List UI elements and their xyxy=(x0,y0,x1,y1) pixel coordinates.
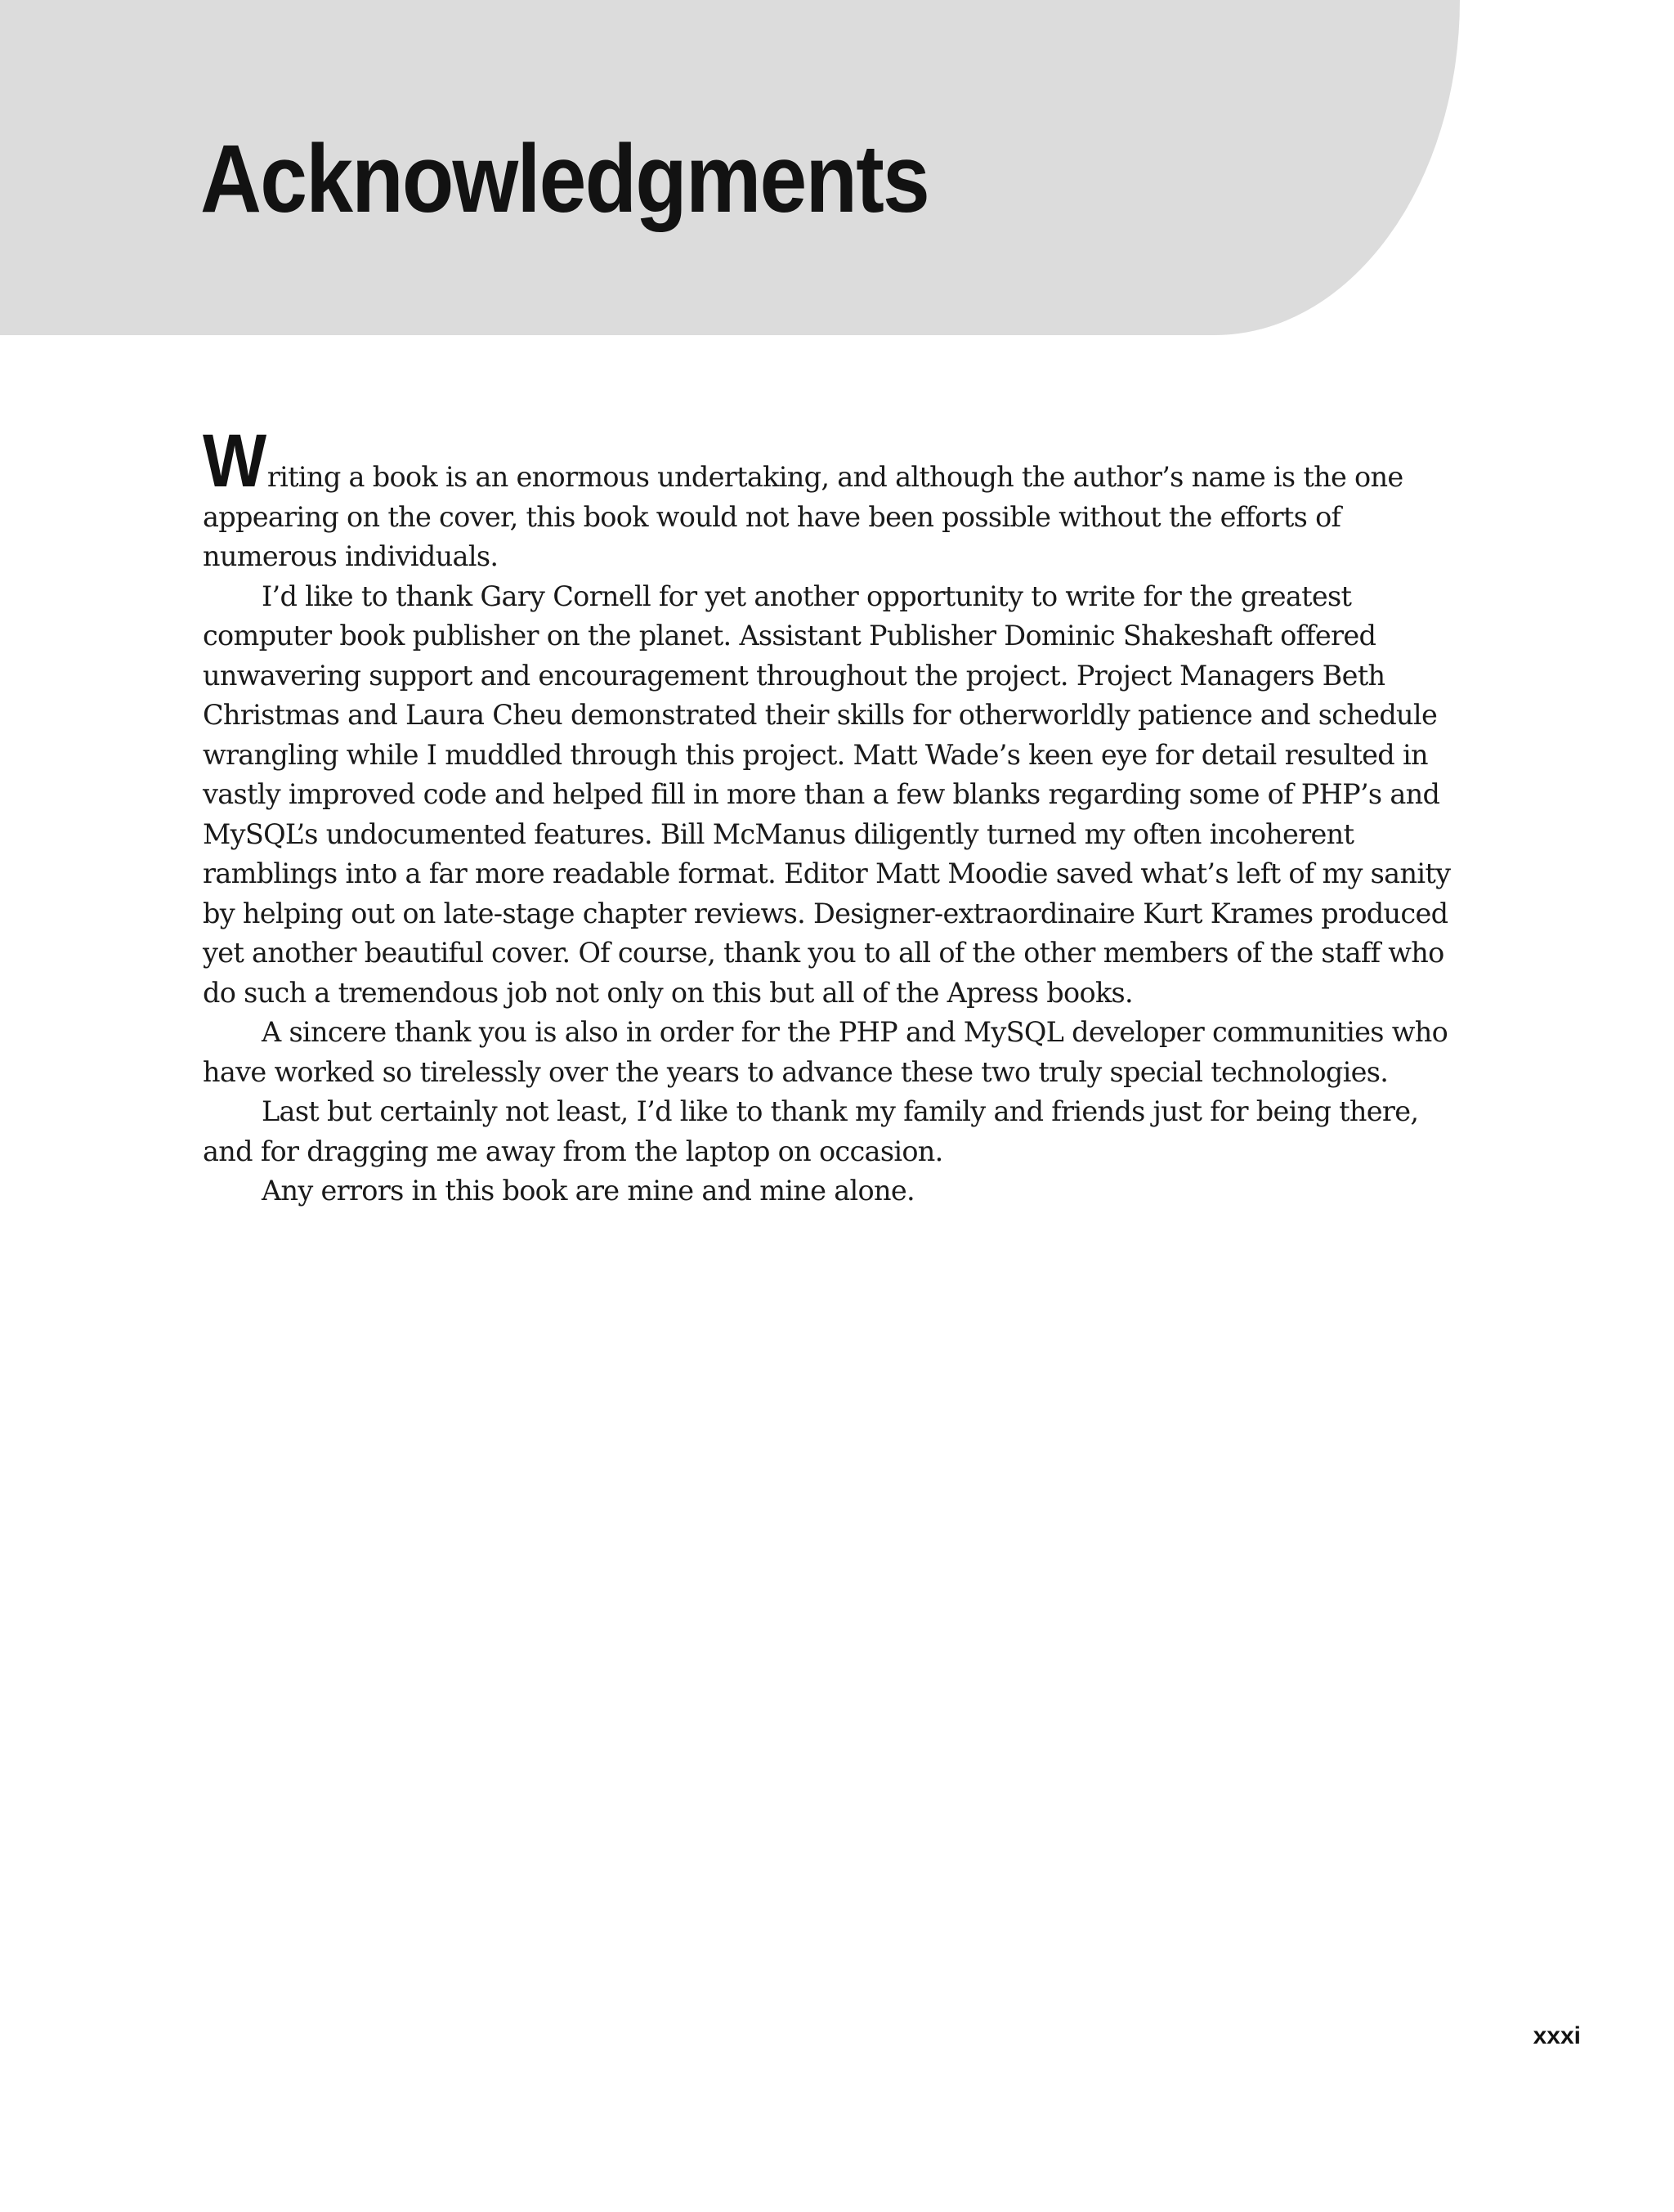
page-number: xxxi xyxy=(1533,2022,1581,2049)
paragraph-1-text: riting a book is an enormous undertaking, and although the author’s name is the one appearing on the cover, this book would not have been possible without the efforts of numerous individuals. xyxy=(203,461,1403,572)
paragraph-2: I’d like to thank Gary Cornell for yet another opportunity to write for the greatest computer book publisher on the planet. Assistant Publisher Dominic Shakeshaft offered unwavering support and encouragement throughout the project. Project Managers Beth Christmas and Laura Cheu demonstrated their skills for otherworldly patience and schedule wrangling while I muddled through this project. Matt Wade’s keen eye for detail resulted in vastly improved code and helped fill in more than a few blanks regarding some of PHP’s and MySQL’s undocumented features. Bill McManus diligently turned my often incoherent ramblings into a far more readable format. Editor Matt Moodie saved what’s left of my sanity by helping out on late-stage chapter reviews. Designer-extraordinaire Kurt Krames produced yet another beautiful cover. Of course, thank you to all of the other members of the staff who do such a tremendous job not only on this but all of the Apress books. xyxy=(203,580,1451,1009)
paragraph-4: Last but certainly not least, I’d like to thank my family and friends just for being there, and for dragging me away from the laptop on occasion. xyxy=(203,1095,1419,1167)
body-text xyxy=(203,419,1461,1211)
paragraph-3: A sincere thank you is also in order for the PHP and MySQL developer communities who have worked so tirelessly over the years to advance these two truly special technologies. xyxy=(203,1016,1448,1088)
paragraph-5: Any errors in this book are mine and mine alone. xyxy=(262,1175,915,1207)
chapter-title: Acknowledgments xyxy=(200,125,929,233)
paragraph-1: Writing a book is an enormous undertaking, and although the author’s name is the one appearing on the cover, this book would not have been possible without the efforts of numerous individuals. xyxy=(203,419,1403,572)
